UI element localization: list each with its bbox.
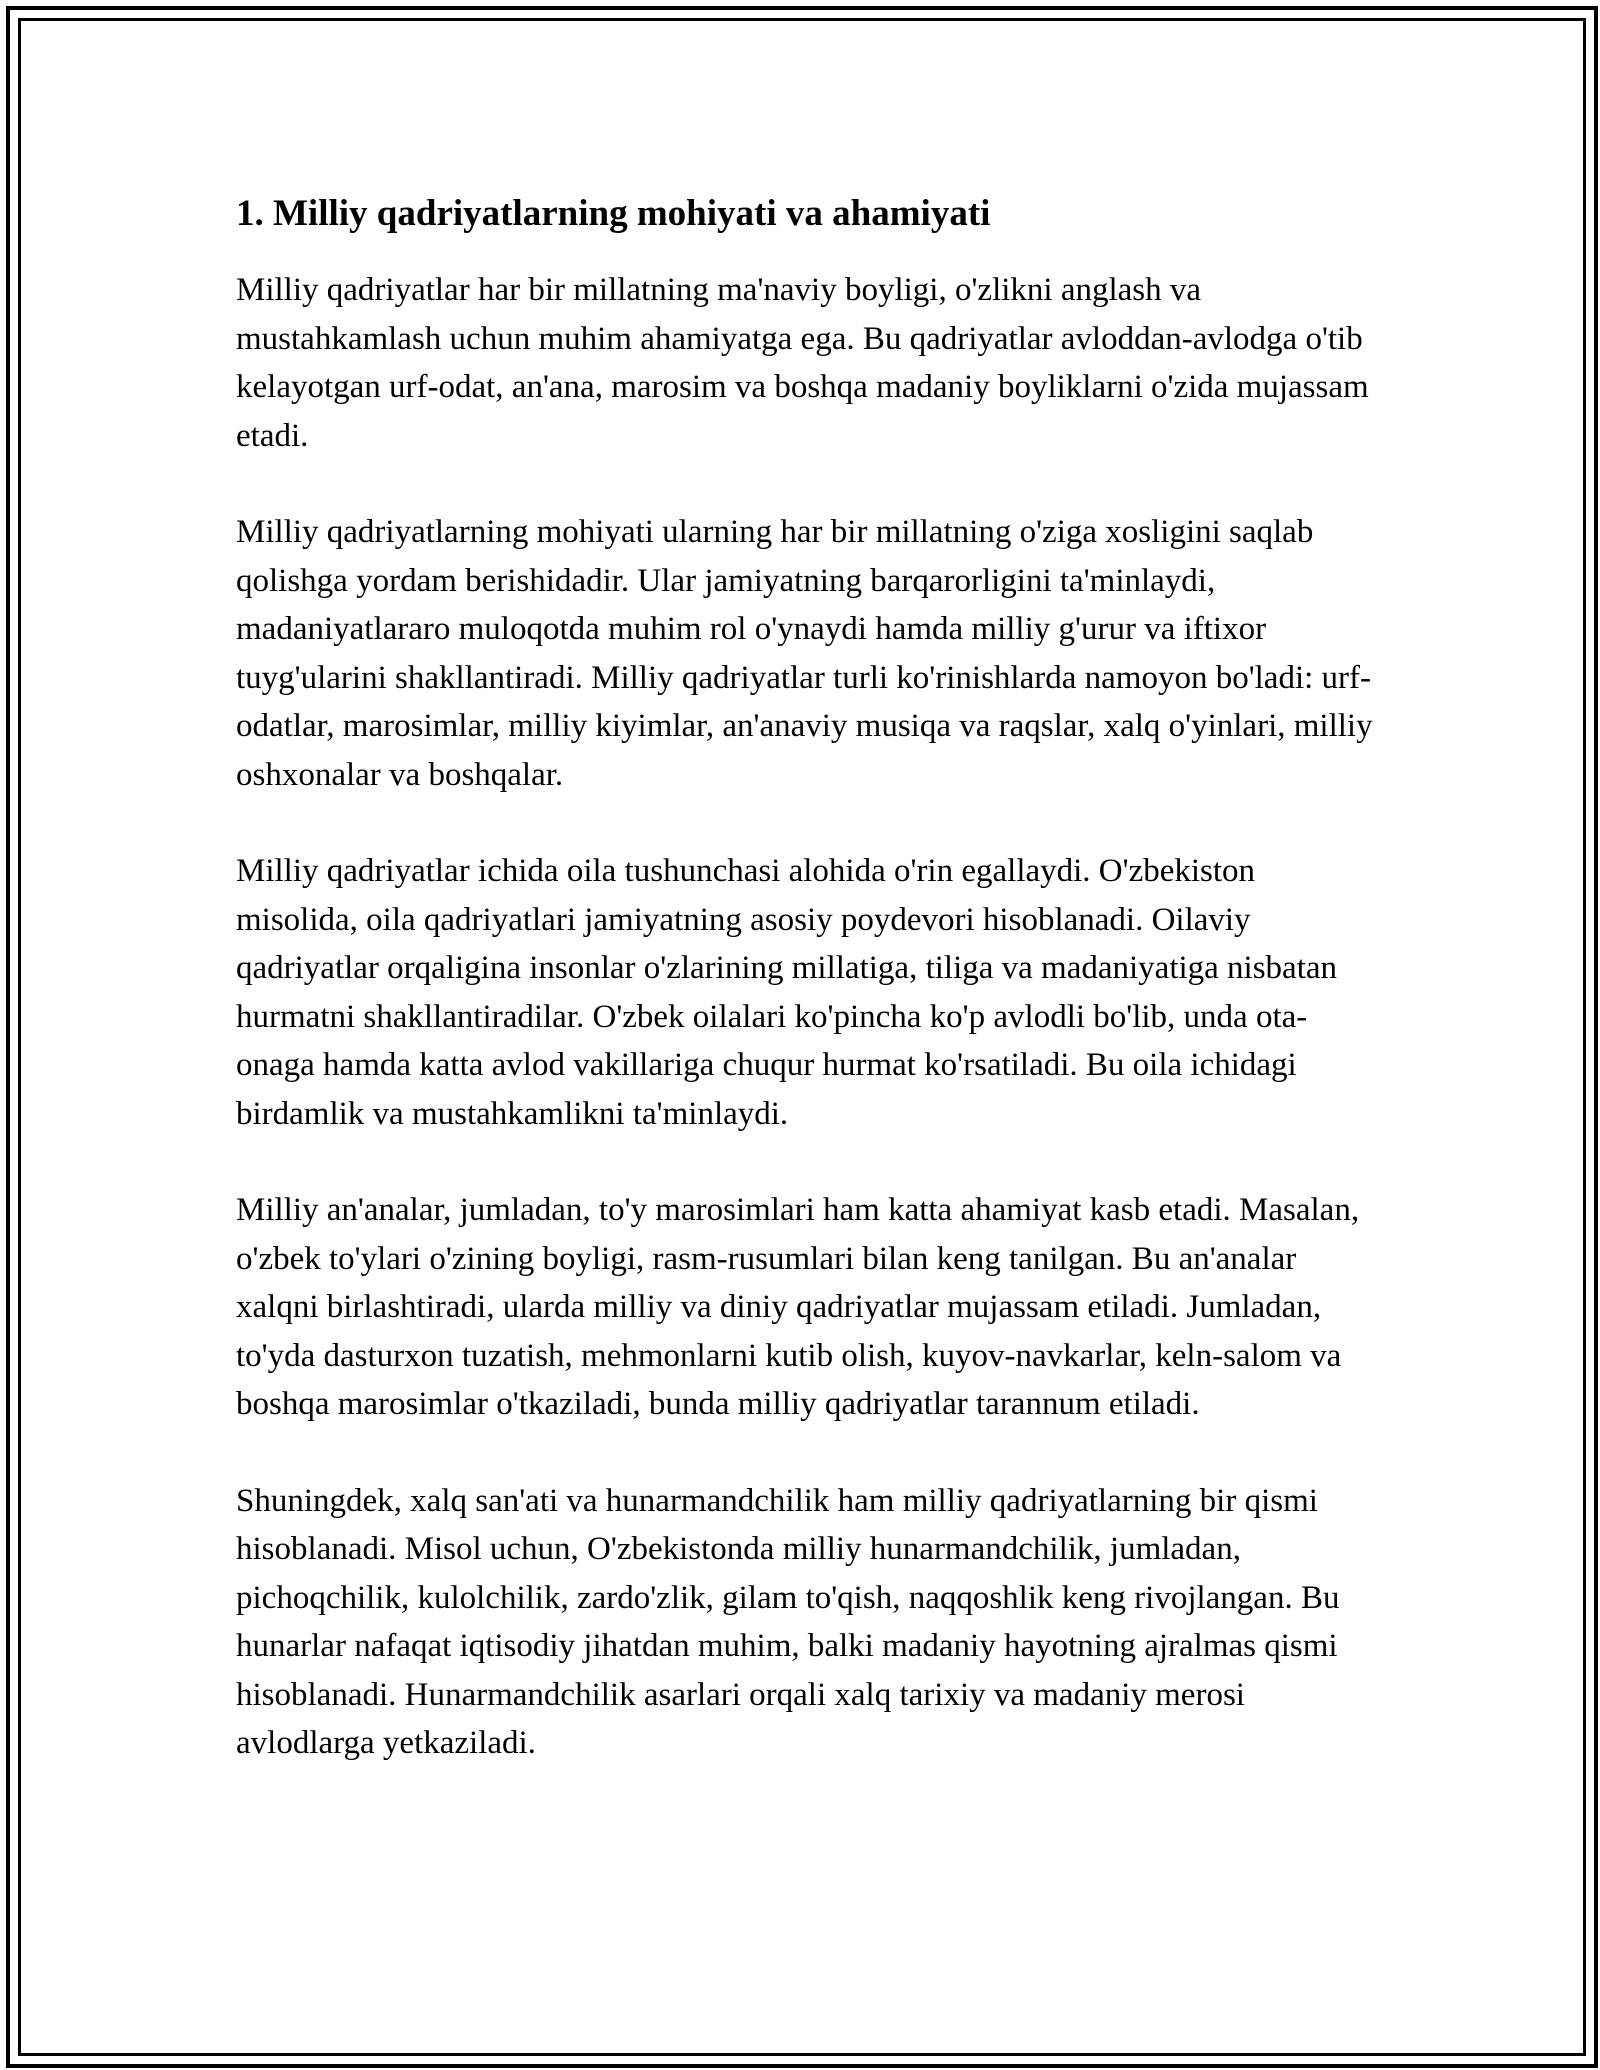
section-heading: 1. Milliy qadriyatlarning mohiyati va ahamiyati (236, 193, 991, 234)
paragraph: Shuningdek, xalq san'ati va hunarmandchilik ham milliy qadriyatlarning bir qismi hisoblanadi. Misol uchun, O'zbekistonda milliy hunarmandchilik, jumladan, pichoqchilik, kulolchilik, zardo'zlik, gilam to'qish, naqqoshlik keng rivojlangan. Bu hunarlar nafaqat iqtisodiy jihatdan muhim, balki madaniy hayotning ajralmas qismi hisoblanadi. Hunarmandchilik asarlari orqali xalq tarixiy va madaniy merosi avlodlarga yetkaziladi. (236, 1482, 1340, 1761)
paragraph: Milliy qadriyatlarning mohiyati ularning har bir millatning o'ziga xosligini saqlab qolishga yordam berishidadir. Ular jamiyatning barqarorligini ta'minlaydi, madaniyatlararo muloqotda muhim rol o'ynaydi hamda milliy g'urur va iftixor tuyg'ularini shakllantiradi. Milliy qadriyatlar turli ko'rinishlarda namoyon bo'ladi: urf-odatlar, marosimlar, milliy kiyimlar, an'anaviy musiqa va raqslar, xalq o'yinlari, milliy oshxonalar va boshqalar. (236, 514, 1373, 793)
paragraph: Milliy qadriyatlar har bir millatning ma'naviy boyligi, o'zlikni anglash va mustahkamlash uchun muhim ahamiyatga ega. Bu qadriyatlar avloddan-avlodga o'tib kelayotgan urf-odat, an'ana, marosim va boshqa madaniy boyliklarni o'zida mujassam etadi. (236, 272, 1369, 454)
paragraph: Milliy qadriyatlar ichida oila tushunchasi alohida o'rin egallaydi. O'zbekiston misolida, oila qadriyatlari jamiyatning asosiy poydevori hisoblanadi. Oilaviy qadriyatlar orqaligina insonlar o'zlarining millatiga, tiliga va madaniyatiga nisbatan hurmatni shakllantiradilar. O'zbek oilalari ko'pincha ko'p avlodli bo'lib, unda ota-onaga hamda katta avlod vakillariga chuqur hurmat ko'rsatiladi. Bu oila ichidagi birdamlik va mustahkamlikni ta'minlaydi. (236, 853, 1338, 1132)
paragraph: Milliy an'analar, jumladan, to'y marosimlari ham katta ahamiyat kasb etadi. Masalan, o'zbek to'ylari o'zining boyligi, rasm-rusumlari bilan keng tanilgan. Bu an'analar xalqni birlashtiradi, ularda milliy va diniy qadriyatlar mujassam etiladi. Jumladan, to'yda dasturxon tuzatish, mehmonlarni kutib olish, kuyov-navkarlar, keln-salom va boshqa marosimlar o'tkaziladi, bunda milliy qadriyatlar tarannum etiladi. (236, 1192, 1360, 1422)
document-body (236, 188, 1376, 1816)
